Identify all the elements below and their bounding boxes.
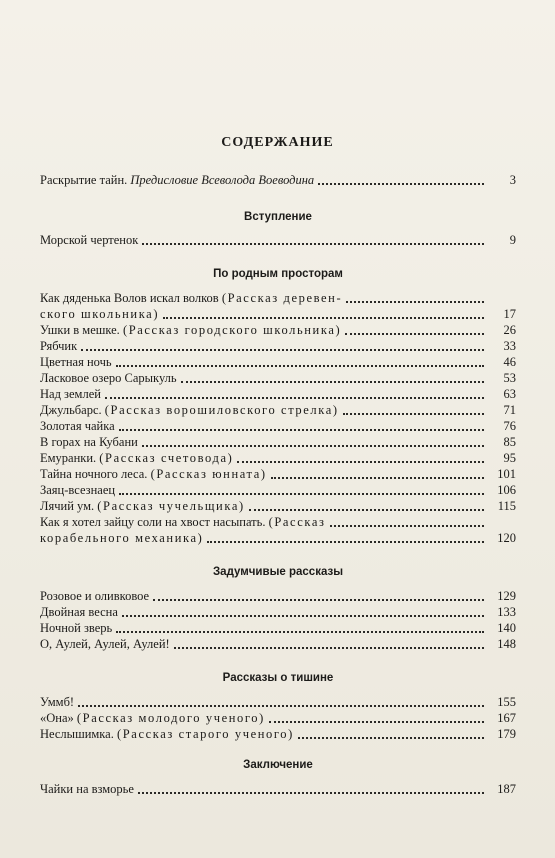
dot-leader	[181, 380, 484, 383]
toc-entry	[40, 232, 516, 248]
section-heading: Заключение	[243, 759, 313, 771]
page-number: 63	[503, 387, 516, 401]
entry-title: «Она»	[40, 711, 74, 725]
toc-entry	[40, 588, 516, 604]
dot-leader	[345, 332, 484, 335]
page-number: 187	[497, 782, 516, 796]
page-number: 167	[497, 711, 516, 725]
toc-entry	[40, 726, 516, 742]
entry-title: Золотая чайка	[40, 419, 115, 433]
entry-title: Морской чертенок	[40, 233, 139, 247]
toc-entry	[40, 781, 516, 797]
entry-title: Как дяденька Волов искал волков	[40, 291, 219, 305]
dot-leader	[269, 720, 484, 723]
entry-title: Емуранки.	[40, 451, 97, 465]
dot-leader	[318, 182, 484, 185]
toc-entry	[40, 418, 516, 434]
entry-subtitle: корабельного механика)	[40, 531, 204, 545]
entry-subtitle: (Рассказ молодого ученого)	[76, 711, 265, 725]
entry-title: Над землей	[40, 387, 101, 401]
entry-title: Неслышимка.	[40, 727, 114, 741]
dot-leader	[142, 444, 484, 447]
entry-title: Тайна ночного леса.	[40, 467, 148, 481]
entry-title: Уммб!	[40, 695, 75, 709]
dot-leader	[237, 460, 484, 463]
entry-subtitle: (Рассказ счетовода)	[99, 451, 234, 465]
entry-subtitle-italic: Предисловие Всеволода Воеводина	[130, 173, 315, 187]
table-of-contents	[40, 172, 516, 797]
page-number: 17	[503, 307, 516, 321]
toc-entry	[40, 354, 516, 370]
entry-subtitle: (Рассказ старого ученого)	[116, 727, 294, 741]
dot-leader	[78, 704, 484, 707]
toc-entry	[40, 482, 516, 498]
dot-leader	[153, 598, 484, 601]
entry-subtitle: (Рассказ ворошиловского стрелка)	[104, 403, 339, 417]
toc-entry	[40, 402, 516, 418]
dot-leader	[343, 412, 484, 415]
entry-title: Чайки на взморье	[40, 782, 134, 796]
page-number: 133	[497, 605, 516, 619]
toc-entry	[40, 450, 516, 466]
entry-subtitle: (Рассказ деревен-	[221, 291, 343, 305]
dot-leader	[81, 348, 484, 351]
entry-title: Ночной зверь	[40, 621, 113, 635]
page-number: 46	[503, 355, 516, 369]
entry-title: Розовое и оливковое	[40, 589, 150, 603]
entry-title: Как я хотел зайцу соли на хвост насыпать.	[40, 515, 266, 529]
toc-entry	[40, 306, 516, 322]
dot-leader	[174, 646, 484, 649]
dot-leader	[138, 791, 484, 794]
entry-title: Ушки в мешке.	[40, 323, 120, 337]
section-heading: По родным просторам	[213, 268, 343, 280]
page-number: 101	[497, 467, 516, 481]
toc-entry	[40, 530, 516, 546]
entry-title: Ласковое озеро Сарыкуль	[40, 371, 177, 385]
page-number: 71	[503, 403, 516, 417]
dot-leader	[207, 540, 484, 543]
toc-entry	[40, 514, 516, 530]
page-number: 26	[503, 323, 516, 337]
dot-leader	[142, 242, 484, 245]
page-number: 106	[497, 483, 516, 497]
dot-leader	[119, 492, 484, 495]
entry-subtitle: (Рассказ	[268, 515, 326, 529]
entry-title: Джульбарс.	[40, 403, 102, 417]
dot-leader	[163, 316, 484, 319]
entry-subtitle: (Рассказ чучельщика)	[97, 499, 245, 513]
toc-entry	[40, 466, 516, 482]
dot-leader	[122, 614, 484, 617]
toc-entry-intro	[40, 172, 516, 188]
page-number: 155	[497, 695, 516, 709]
dot-leader	[119, 428, 484, 431]
toc-entry	[40, 694, 516, 710]
toc-entry	[40, 434, 516, 450]
page-number: 53	[503, 371, 516, 385]
entry-title: Двойная весна	[40, 605, 118, 619]
page-number: 95	[503, 451, 516, 465]
section-heading: Задумчивые рассказы	[212, 566, 344, 578]
entry-subtitle: (Рассказ городского школьника)	[122, 323, 342, 337]
dot-leader	[116, 630, 484, 633]
page-number: 120	[497, 531, 516, 545]
toc-entry	[40, 370, 516, 386]
entry-subtitle: (Рассказ юнната)	[150, 467, 267, 481]
toc-entry	[40, 338, 516, 354]
toc-entry	[40, 636, 516, 652]
entry-title: В горах на Кубани	[40, 435, 138, 449]
dot-leader	[105, 396, 484, 399]
entry-title: Цветная ночь	[40, 355, 112, 369]
section-heading: Рассказы о тишине	[222, 672, 334, 684]
page-title: СОДЕРЖАНИЕ	[221, 135, 334, 150]
dot-leader	[116, 364, 484, 367]
dot-leader	[298, 736, 484, 739]
dot-leader	[330, 524, 484, 527]
entry-title: Раскрытие тайн.	[40, 173, 128, 187]
page-number: 140	[497, 621, 516, 635]
entry-title: О, Аулей, Аулей, Аулей!	[40, 637, 170, 651]
toc-entry	[40, 604, 516, 620]
entry-title: Рябчик	[40, 339, 78, 353]
toc-entry	[40, 620, 516, 636]
page-number: 3	[509, 173, 516, 187]
entry-title: Лячий ум.	[40, 499, 95, 513]
dot-leader	[346, 300, 484, 303]
toc-entry	[40, 290, 516, 306]
entry-title: Заяц-всезнаец	[40, 483, 116, 497]
page-number: 85	[503, 435, 516, 449]
page-number: 148	[497, 637, 516, 651]
page-number: 9	[509, 233, 516, 247]
dot-leader	[271, 476, 484, 479]
page-number: 115	[497, 499, 516, 513]
entry-subtitle: ского школьника)	[40, 307, 160, 321]
toc-entry	[40, 322, 516, 338]
page-number: 76	[503, 419, 516, 433]
toc-sections	[40, 209, 516, 797]
dot-leader	[249, 508, 484, 511]
section-heading: Вступление	[244, 211, 312, 223]
toc-entry	[40, 498, 516, 514]
page-number: 179	[497, 727, 516, 741]
page-number: 33	[503, 339, 516, 353]
page-number: 129	[497, 589, 516, 603]
toc-entry	[40, 710, 516, 726]
toc-entry	[40, 386, 516, 402]
